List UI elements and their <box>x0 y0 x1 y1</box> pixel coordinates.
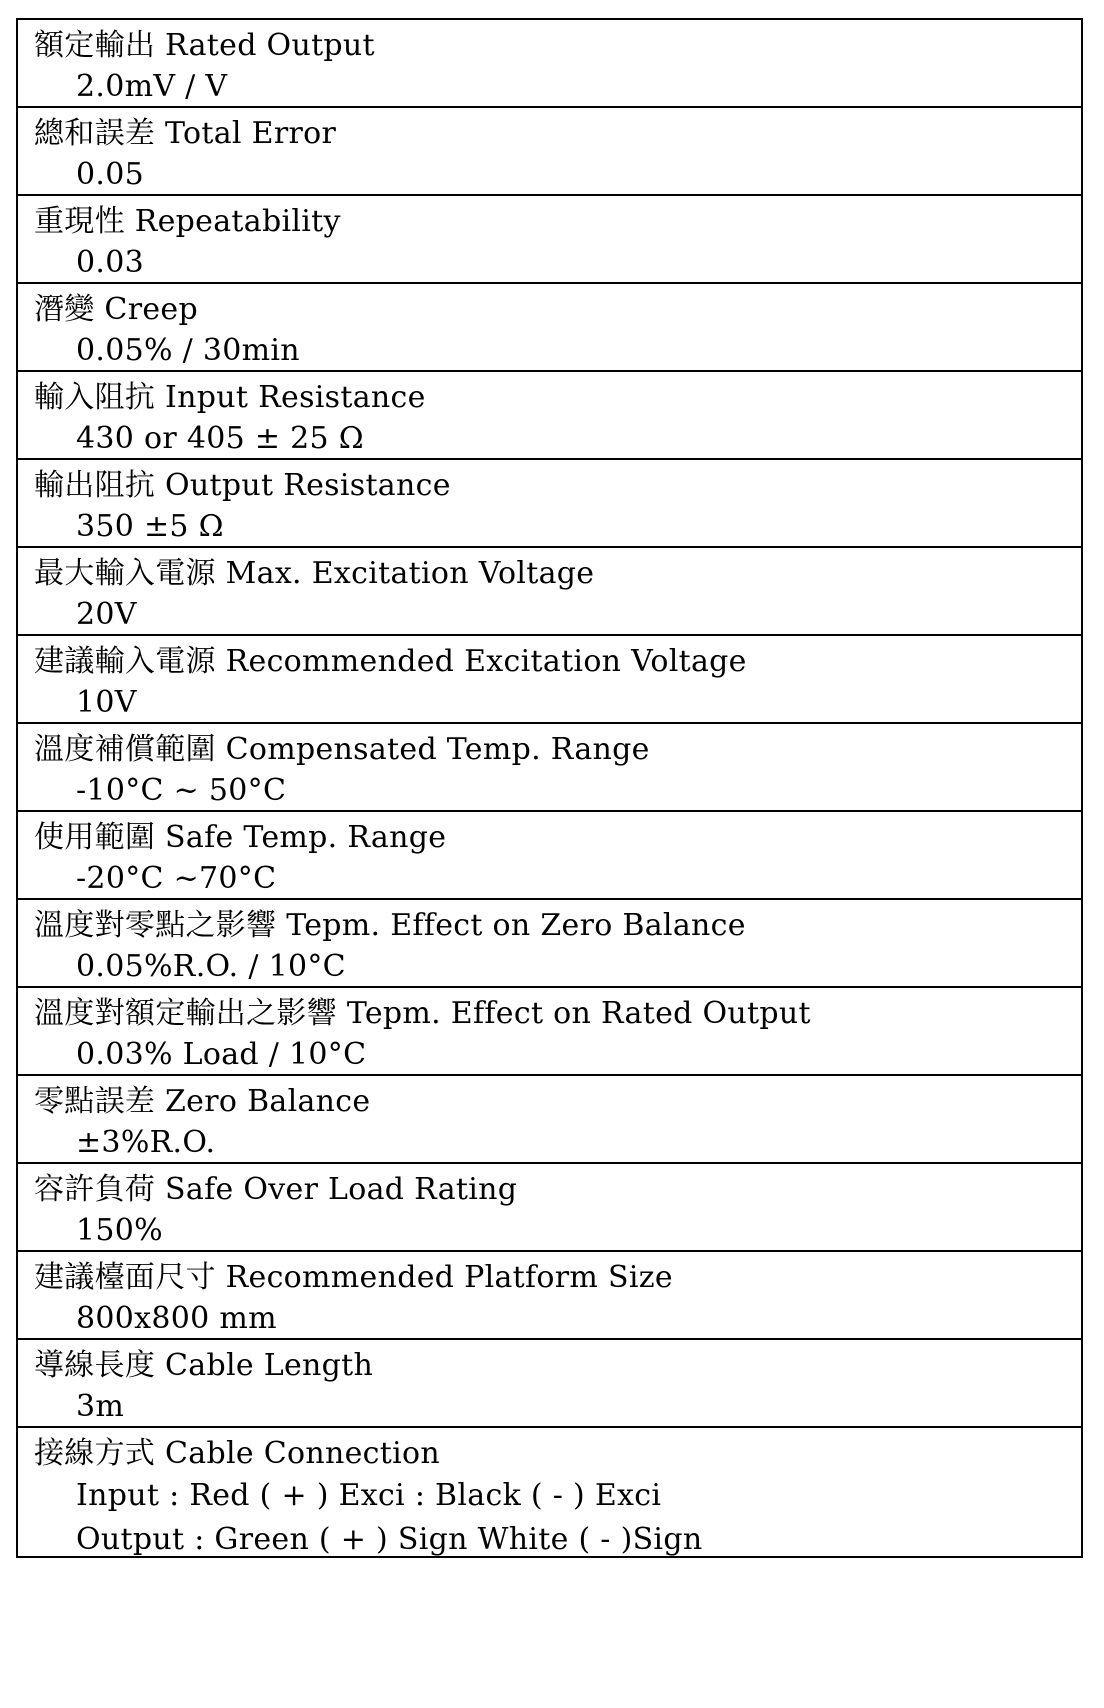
spec-row-input-resistance <box>18 372 1081 460</box>
spec-value-input-wiring: Input : Red ( + ) Exci : Black ( - ) Exci <box>76 1478 662 1513</box>
spec-row-max-excitation-voltage <box>18 548 1081 636</box>
spec-value: 2.0mV / V <box>76 69 228 104</box>
spec-value: -20°C ~70°C <box>76 861 277 896</box>
spec-value: 350 ±5 Ω <box>76 509 224 544</box>
spec-row-rated-output <box>18 20 1081 108</box>
spec-label: 容許負荷 Safe Over Load Rating <box>34 1172 518 1207</box>
spec-label: 輸入阻抗 Input Resistance <box>34 380 426 415</box>
spec-table <box>16 18 1083 1558</box>
spec-value: 10V <box>76 685 137 720</box>
spec-value: 150% <box>76 1213 163 1248</box>
spec-label: 溫度對零點之影響 Tepm. Effect on Zero Balance <box>34 908 746 943</box>
spec-row-repeatability <box>18 196 1081 284</box>
spec-row-safe-overload-rating <box>18 1164 1081 1252</box>
spec-value: 800x800 mm <box>76 1301 277 1336</box>
spec-row-temp-effect-rated-output <box>18 988 1081 1076</box>
spec-row-recommended-excitation-voltage <box>18 636 1081 724</box>
spec-row-output-resistance <box>18 460 1081 548</box>
spec-label: 重現性 Repeatability <box>34 204 341 239</box>
spec-label: 潛變 Creep <box>34 292 198 327</box>
spec-value: 430 or 405 ± 25 Ω <box>76 421 364 456</box>
spec-label: 接線方式 Cable Connection <box>34 1436 441 1471</box>
spec-row-recommended-platform-size <box>18 1252 1081 1340</box>
spec-value: 0.03 <box>76 245 144 280</box>
spec-row-temp-effect-zero-balance <box>18 900 1081 988</box>
spec-label: 建議輸入電源 Recommended Excitation Voltage <box>34 644 747 679</box>
spec-value: 0.05 <box>76 157 144 192</box>
spec-row-creep <box>18 284 1081 372</box>
spec-row-compensated-temp-range <box>18 724 1081 812</box>
spec-label: 總和誤差 Total Error <box>34 116 337 151</box>
spec-value: -10°C ~ 50°C <box>76 773 287 808</box>
spec-label: 零點誤差 Zero Balance <box>34 1084 371 1119</box>
spec-label: 輸出阻抗 Output Resistance <box>34 468 451 503</box>
spec-value: 20V <box>76 597 137 632</box>
spec-label: 溫度對額定輸出之影響 Tepm. Effect on Rated Output <box>34 996 811 1031</box>
spec-label: 溫度補償範圍 Compensated Temp. Range <box>34 732 650 767</box>
spec-value-output-wiring: Output : Green ( + ) Sign White ( - )Sign <box>76 1522 703 1556</box>
spec-label: 使用範圍 Safe Temp. Range <box>34 820 447 855</box>
spec-row-cable-length <box>18 1340 1081 1428</box>
spec-row-cable-connection <box>18 1428 1081 1556</box>
spec-label: 最大輸入電源 Max. Excitation Voltage <box>34 556 595 591</box>
spec-row-total-error <box>18 108 1081 196</box>
spec-label: 建議檯面尺寸 Recommended Platform Size <box>34 1260 673 1295</box>
spec-label: 導線長度 Cable Length <box>34 1348 374 1383</box>
spec-value: ±3%R.O. <box>76 1125 216 1160</box>
spec-label: 額定輸出 Rated Output <box>34 28 375 63</box>
spec-value: 3m <box>76 1389 125 1424</box>
spec-row-zero-balance <box>18 1076 1081 1164</box>
spec-value: 0.03% Load / 10°C <box>76 1037 367 1072</box>
spec-value: 0.05% / 30min <box>76 333 300 368</box>
spec-row-safe-temp-range <box>18 812 1081 900</box>
spec-value: 0.05%R.O. / 10°C <box>76 949 346 984</box>
